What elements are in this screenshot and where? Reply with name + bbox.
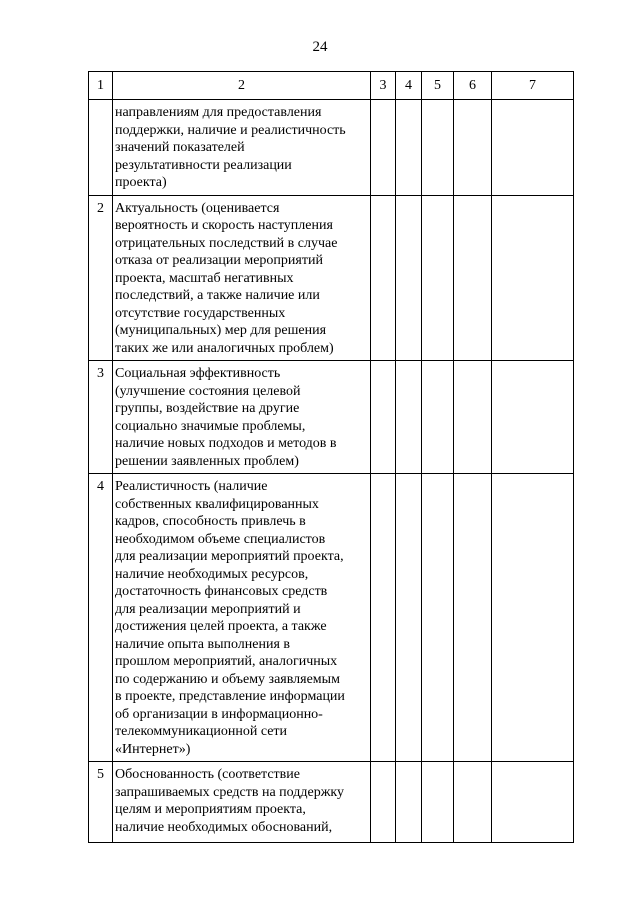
score-cell-3 bbox=[371, 762, 396, 843]
header-col-2: 2 bbox=[113, 72, 371, 100]
criterion-line: запрашиваемых средств на поддержку bbox=[115, 784, 344, 800]
score-cell-3 bbox=[371, 195, 396, 361]
criterion-text bbox=[113, 100, 371, 196]
score-cell-5 bbox=[422, 762, 454, 843]
table-row bbox=[89, 762, 574, 843]
criterion-line: группы, воздействие на другие bbox=[115, 401, 300, 416]
score-cell-5 bbox=[422, 361, 454, 474]
score-cell-4 bbox=[396, 762, 422, 843]
score-cell-6 bbox=[454, 100, 492, 196]
criterion-line: значений показателей bbox=[115, 140, 245, 155]
page-number: 24 bbox=[312, 39, 328, 55]
criterion-line: собственных квалифицированных bbox=[115, 496, 319, 512]
score-cell-6 bbox=[454, 195, 492, 361]
score-cell-7 bbox=[492, 762, 574, 843]
criterion-line: наличие новых подходов и методов в bbox=[115, 436, 337, 451]
score-cell-3 bbox=[371, 474, 396, 762]
score-cell-3 bbox=[371, 100, 396, 196]
header-col-1: 1 bbox=[89, 72, 113, 100]
criterion-line: решении заявленных проблем) bbox=[115, 453, 299, 469]
criterion-line: направлениям для предоставления bbox=[115, 105, 322, 120]
criterion-line: для реализации мероприятий проекта, bbox=[115, 549, 344, 564]
criterion-line: наличие необходимых обоснований, bbox=[115, 819, 333, 835]
criterion-line: достаточность финансовых средств bbox=[115, 584, 328, 599]
criterion-line: об организации в информационно- bbox=[115, 706, 323, 722]
score-cell-5 bbox=[422, 474, 454, 762]
criteria-table bbox=[88, 71, 574, 843]
criterion-text bbox=[113, 474, 371, 762]
criterion-text bbox=[113, 361, 371, 474]
criterion-line: социально значимые проблемы, bbox=[115, 418, 306, 434]
criterion-line: «Интернет») bbox=[115, 741, 191, 757]
row-number: 3 bbox=[89, 361, 113, 474]
row-number bbox=[89, 100, 113, 196]
criterion-line: прошлом мероприятий, аналогичных bbox=[115, 654, 338, 669]
criterion-line: вероятность и скорость наступления bbox=[115, 218, 333, 233]
score-cell-6 bbox=[454, 361, 492, 474]
criterion-line: поддержки, наличие и реалистичность bbox=[115, 122, 346, 138]
score-cell-4 bbox=[396, 195, 422, 361]
score-cell-6 bbox=[454, 762, 492, 843]
row-number: 4 bbox=[89, 474, 113, 762]
table-row bbox=[89, 195, 574, 361]
criterion-line: отказа от реализации мероприятий bbox=[115, 253, 323, 268]
criterion-line: достижения целей проекта, а также bbox=[115, 619, 327, 634]
criterion-line: для реализации мероприятий и bbox=[115, 601, 301, 617]
table-row bbox=[89, 100, 574, 196]
criterion-line: необходимом объеме специалистов bbox=[115, 531, 326, 547]
score-cell-7 bbox=[492, 361, 574, 474]
score-cell-4 bbox=[396, 474, 422, 762]
criterion-line: кадров, способность привлечь в bbox=[115, 514, 306, 529]
criterion-line: в проекте, представление информации bbox=[115, 689, 345, 704]
criterion-line: наличие необходимых ресурсов, bbox=[115, 566, 309, 582]
header-col-5: 5 bbox=[422, 72, 454, 100]
table-row bbox=[89, 474, 574, 762]
header-col-3: 3 bbox=[371, 72, 396, 100]
header-col-6: 6 bbox=[454, 72, 492, 100]
score-cell-5 bbox=[422, 100, 454, 196]
criterion-line: результативности реализации bbox=[115, 157, 292, 173]
criterion-line: наличие опыта выполнения в bbox=[115, 636, 291, 652]
criterion-text bbox=[113, 195, 371, 361]
criterion-line: целям и мероприятиям проекта, bbox=[115, 802, 306, 817]
table-header-row bbox=[89, 72, 574, 100]
criterion-line: таких же или аналогичных проблем) bbox=[115, 340, 334, 356]
score-cell-7 bbox=[492, 100, 574, 196]
header-col-4: 4 bbox=[396, 72, 422, 100]
criterion-line: Обоснованность (соответствие bbox=[115, 767, 300, 782]
criterion-line: проекта) bbox=[115, 175, 167, 190]
score-cell-6 bbox=[454, 474, 492, 762]
row-number: 2 bbox=[89, 195, 113, 361]
criterion-line: телекоммуникационной сети bbox=[115, 724, 288, 739]
criterion-line: Актуальность (оценивается bbox=[115, 200, 280, 216]
score-cell-4 bbox=[396, 100, 422, 196]
criterion-line: последствий, а также наличие или bbox=[115, 288, 320, 303]
score-cell-3 bbox=[371, 361, 396, 474]
criterion-line: проекта, масштаб негативных bbox=[115, 270, 294, 286]
score-cell-7 bbox=[492, 195, 574, 361]
criterion-line: отсутствие государственных bbox=[115, 305, 286, 321]
row-number: 5 bbox=[89, 762, 113, 843]
criterion-line: (муниципальных) мер для решения bbox=[115, 323, 327, 338]
score-cell-4 bbox=[396, 361, 422, 474]
criterion-line: Социальная эффективность bbox=[115, 366, 281, 381]
criterion-text bbox=[113, 762, 371, 843]
criterion-line: по содержанию и объему заявляемым bbox=[115, 671, 340, 687]
score-cell-5 bbox=[422, 195, 454, 361]
header-col-7: 7 bbox=[492, 72, 574, 100]
score-cell-7 bbox=[492, 474, 574, 762]
criterion-line: Реалистичность (наличие bbox=[115, 479, 268, 494]
criterion-line: отрицательных последствий в случае bbox=[115, 235, 338, 251]
criterion-line: (улучшение состояния целевой bbox=[115, 383, 301, 399]
table-row bbox=[89, 361, 574, 474]
